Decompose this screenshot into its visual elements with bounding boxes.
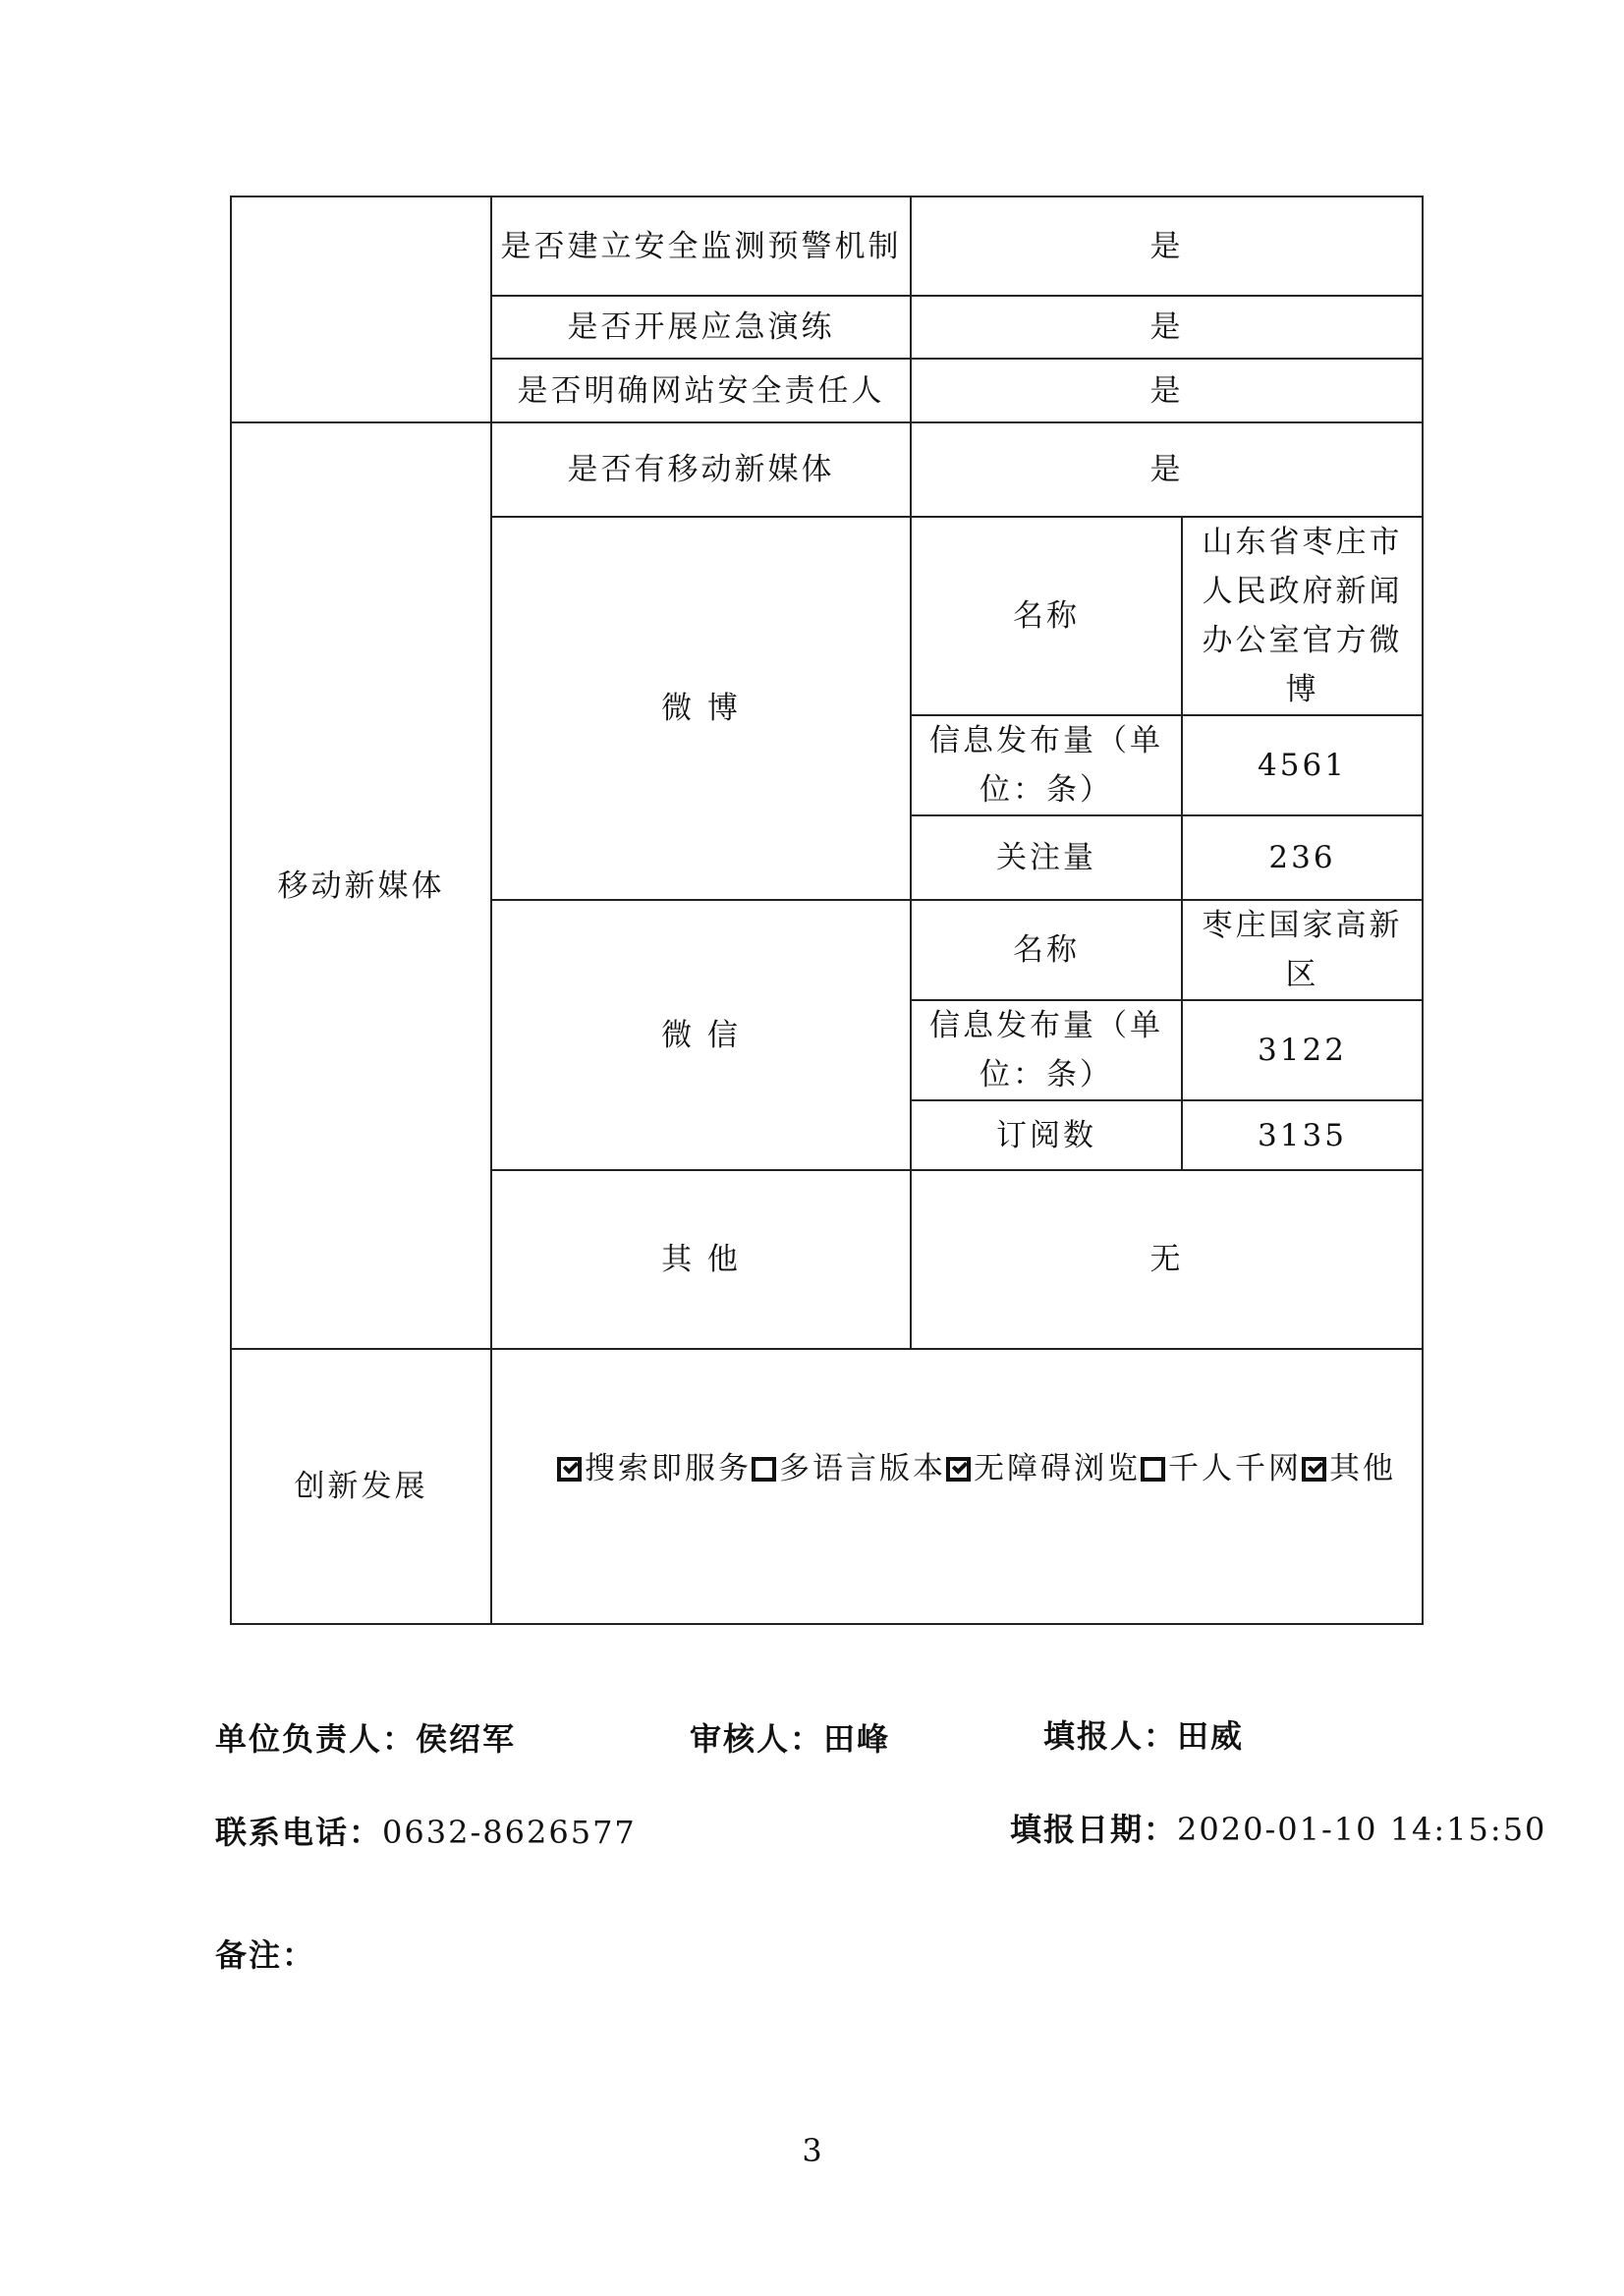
unit-head: 单位负责人：侯绍军 [215, 1720, 517, 1758]
contact-phone: 联系电话：0632-8626577 [215, 1814, 637, 1851]
has-mobile-media-label: 是否有移动新媒体 [491, 422, 911, 517]
wechat-name-label: 名称 [911, 900, 1182, 1000]
wechat-subscribers-label: 订阅数 [911, 1100, 1182, 1170]
remarks: 备注： [215, 1936, 316, 1974]
wechat-posts-label: 信息发布量（单位：条） [911, 1000, 1182, 1100]
wechat-label: 微 信 [491, 900, 911, 1170]
option-search-service[interactable]: 搜索即服务 [557, 1444, 752, 1493]
option-other[interactable]: 其他 [1302, 1444, 1396, 1493]
innovation-label: 创新发展 [231, 1349, 491, 1624]
fill-date: 填报日期：2020-01-10 14:15:50 [1010, 1811, 1547, 1848]
other-media-label: 其 他 [491, 1170, 911, 1349]
owner-value: 是 [911, 359, 1423, 422]
monitoring-label: 是否建立安全监测预警机制 [491, 196, 911, 296]
weibo-name-value: 山东省枣庄市人民政府新闻办公室官方微博 [1182, 517, 1423, 715]
checkbox-checked-icon[interactable] [946, 1457, 971, 1482]
page-number: 3 [802, 2132, 822, 2169]
wechat-posts-value: 3122 [1182, 1000, 1423, 1100]
other-media-value: 无 [911, 1170, 1423, 1349]
weibo-name-label: 名称 [911, 517, 1182, 715]
drill-label: 是否开展应急演练 [491, 296, 911, 359]
weibo-posts-value: 4561 [1182, 715, 1423, 815]
owner-label: 是否明确网站安全责任人 [491, 359, 911, 422]
reviewer: 审核人：田峰 [690, 1720, 891, 1758]
option-personalized[interactable]: 千人千网 [1141, 1444, 1302, 1493]
option-accessibility[interactable]: 无障碍浏览 [946, 1444, 1141, 1493]
monitoring-value: 是 [911, 196, 1423, 296]
checkbox-empty-icon[interactable] [752, 1457, 776, 1482]
weibo-label: 微 博 [491, 517, 911, 900]
option-multilingual[interactable]: 多语言版本 [752, 1444, 946, 1493]
drill-value: 是 [911, 296, 1423, 359]
filler: 填报人：田威 [1043, 1717, 1245, 1755]
weibo-followers-value: 236 [1182, 815, 1423, 900]
weibo-posts-label: 信息发布量（单位：条） [911, 715, 1182, 815]
has-mobile-media-value: 是 [911, 422, 1423, 517]
report-table [230, 196, 1424, 1625]
innovation-options [491, 1349, 1423, 1624]
checkbox-checked-icon[interactable] [1302, 1457, 1326, 1482]
checkbox-empty-icon[interactable] [1141, 1457, 1165, 1482]
weibo-followers-label: 关注量 [911, 815, 1182, 900]
wechat-subscribers-value: 3135 [1182, 1100, 1423, 1170]
wechat-name-value: 枣庄国家高新区 [1182, 900, 1423, 1000]
checkbox-checked-icon[interactable] [557, 1457, 582, 1482]
mobile-media-section-label: 移动新媒体 [231, 422, 491, 1349]
security-section-cell [231, 196, 491, 422]
